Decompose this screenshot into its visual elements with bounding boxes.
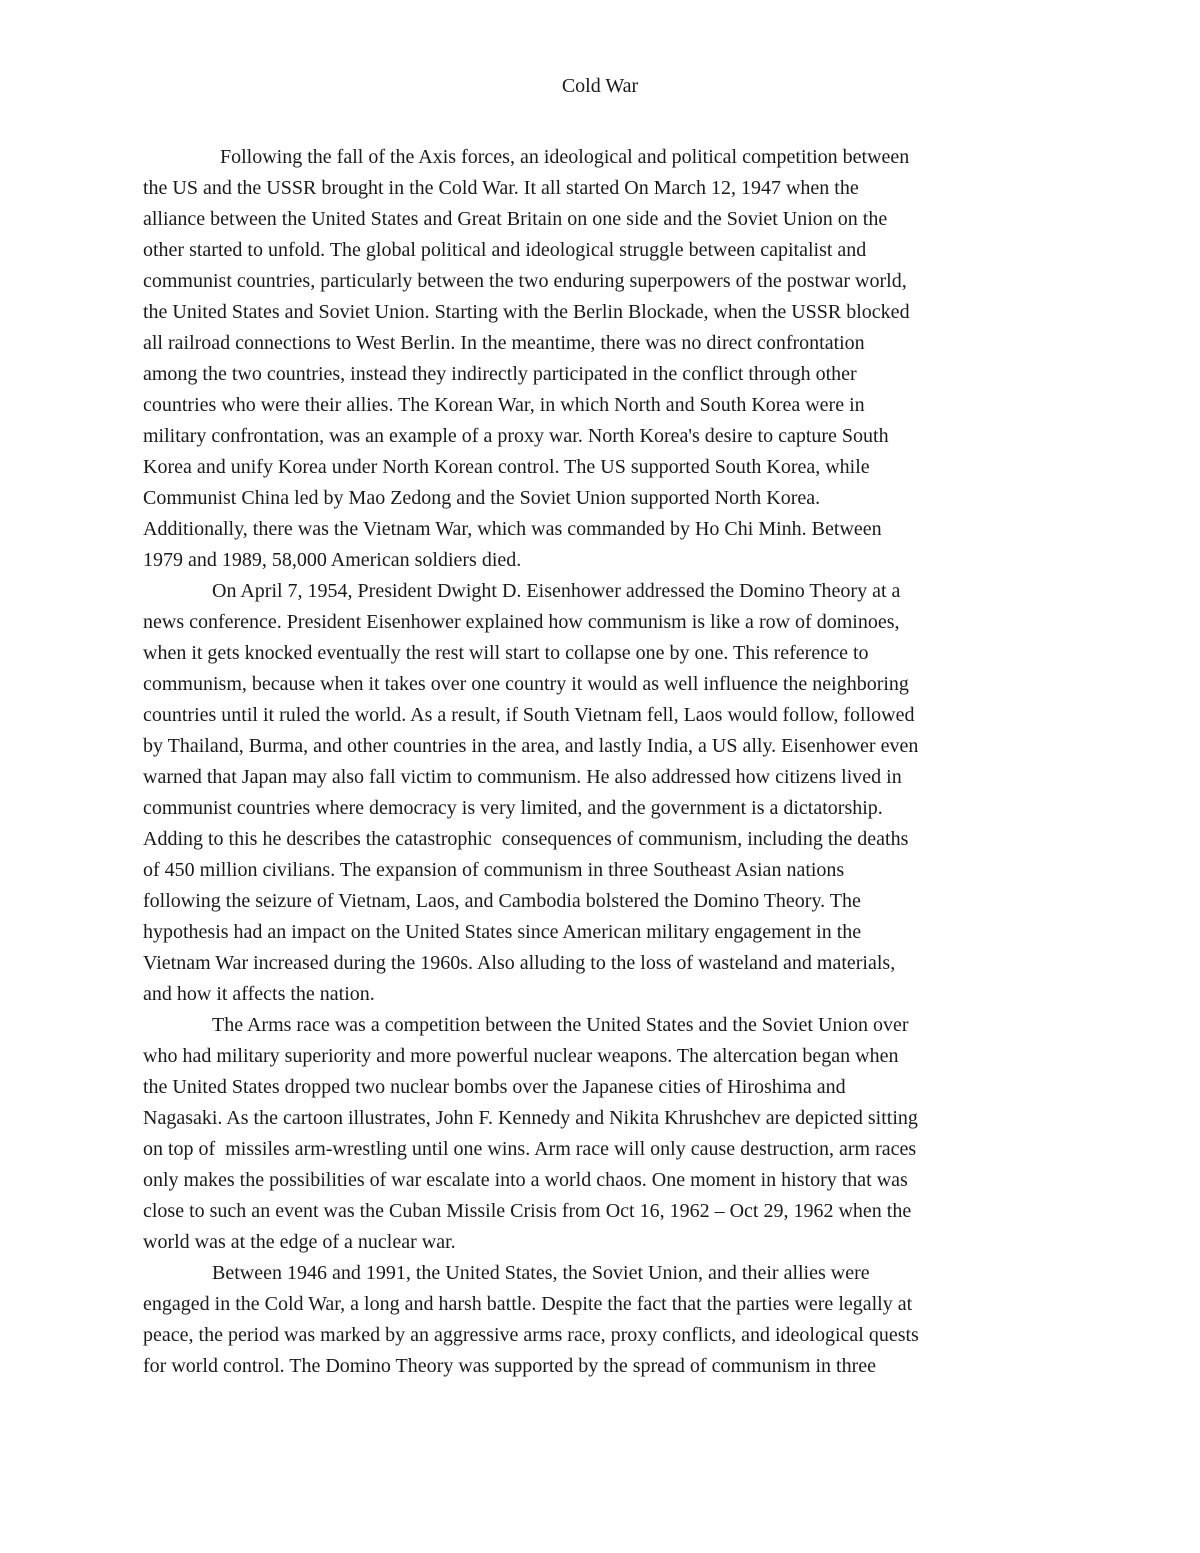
text-line: communism, because when it takes over one country it would as well influence the neighboring — [143, 673, 909, 695]
text-line: and how it affects the nation. — [143, 983, 375, 1005]
text-line: alliance between the United States and Great Britain on one side and the Soviet Union on the — [143, 208, 888, 230]
text-line: communist countries, particularly between the two enduring superpowers of the postwar world, — [143, 270, 907, 292]
text-line: news conference. President Eisenhower explained how communism is like a row of dominoes, — [143, 611, 900, 633]
text-line: countries until it ruled the world. As a result, if South Vietnam fell, Laos would follow, followed — [143, 704, 915, 726]
text-line: for world control. The Domino Theory was supported by the spread of communism in three — [143, 1355, 876, 1377]
text-line: following the seizure of Vietnam, Laos, and Cambodia bolstered the Domino Theory. The — [143, 890, 861, 912]
text-line: by Thailand, Burma, and other countries in the area, and lastly India, a US ally. Eisenhower even — [143, 735, 919, 757]
text-line: the United States and Soviet Union. Starting with the Berlin Blockade, when the USSR blocked — [143, 301, 910, 323]
text-line: engaged in the Cold War, a long and harsh battle. Despite the fact that the parties were legally at — [143, 1293, 913, 1315]
text-line: world was at the edge of a nuclear war. — [143, 1231, 456, 1253]
text-line: 1979 and 1989, 58,000 American soldiers died. — [143, 549, 522, 571]
text-line: countries who were their allies. The Korean War, in which North and South Korea were in — [143, 394, 865, 416]
text-line: only makes the possibilities of war escalate into a world chaos. One moment in history that was — [143, 1169, 908, 1191]
page-title: Cold War — [561, 75, 639, 97]
text-line: communist countries where democracy is very limited, and the government is a dictatorship. — [143, 797, 883, 819]
text-line: Nagasaki. As the cartoon illustrates, John F. Kennedy and Nikita Khrushchev are depicted sitting — [143, 1107, 918, 1129]
text-line: Between 1946 and 1991, the United States, the Soviet Union, and their allies were — [212, 1262, 870, 1284]
text-line: among the two countries, instead they indirectly participated in the conflict through other — [143, 363, 857, 385]
text-line: who had military superiority and more powerful nuclear weapons. The altercation began when — [143, 1045, 899, 1067]
text-line: military confrontation, was an example of a proxy war. North Korea's desire to capture South — [143, 425, 889, 447]
text-line: peace, the period was marked by an aggressive arms race, proxy conflicts, and ideological quests — [143, 1324, 919, 1346]
text-line: other started to unfold. The global political and ideological struggle between capitalist and — [143, 239, 867, 261]
text-line: Communist China led by Mao Zedong and the Soviet Union supported North Korea. — [143, 487, 821, 509]
text-line: warned that Japan may also fall victim to communism. He also addressed how citizens lived in — [143, 766, 902, 788]
text-line: Additionally, there was the Vietnam War, which was commanded by Ho Chi Minh. Between — [143, 518, 882, 540]
text-line: on top of missiles arm-wrestling until one wins. Arm race will only cause destruction, arm races — [143, 1138, 917, 1160]
text-line: hypothesis had an impact on the United States since American military engagement in the — [143, 921, 862, 943]
text-line: Following the fall of the Axis forces, an ideological and political competition between — [215, 146, 910, 168]
text-line: the United States dropped two nuclear bombs over the Japanese cities of Hiroshima and — [143, 1076, 846, 1098]
text-line: Adding to this he describes the catastrophic consequences of communism, including the deaths — [143, 828, 909, 850]
text-line: of 450 million civilians. The expansion of communism in three Southeast Asian nations — [143, 859, 845, 881]
text-line: Vietnam War increased during the 1960s. Also alluding to the loss of wasteland and materials, — [143, 952, 896, 974]
text-line: all railroad connections to West Berlin. In the meantime, there was no direct confrontation — [143, 332, 865, 354]
text-line: Korea and unify Korea under North Korean control. The US supported South Korea, while — [143, 456, 870, 478]
text-line: when it gets knocked eventually the rest will start to collapse one by one. This reference to — [143, 642, 869, 664]
text-line: The Arms race was a competition between the United States and the Soviet Union over — [212, 1014, 909, 1036]
text-line: the US and the USSR brought in the Cold War. It all started On March 12, 1947 when the — [143, 177, 859, 199]
text-line: On April 7, 1954, President Dwight D. Eisenhower addressed the Domino Theory at a — [212, 580, 901, 602]
text-line: close to such an event was the Cuban Missile Crisis from Oct 16, 1962 – Oct 29, 1962 when the — [143, 1200, 912, 1222]
